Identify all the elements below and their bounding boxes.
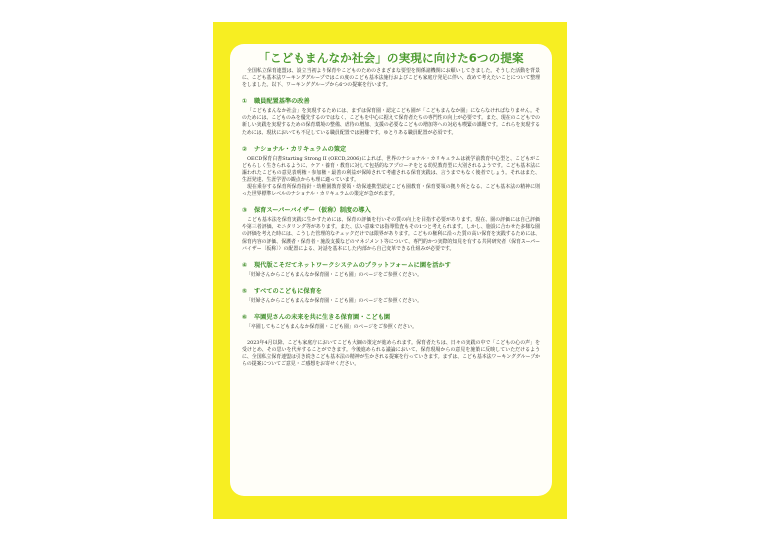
section-number: ⑤	[242, 287, 248, 295]
proposal-card	[230, 44, 552, 496]
section-3	[242, 205, 540, 252]
section-title: 職員配置基準の改善	[254, 98, 310, 106]
section-2	[242, 144, 540, 199]
section-title: 卒園児さんの未来を共に生きる保育園・こども園	[254, 313, 391, 321]
section-heading	[242, 144, 540, 153]
section-heading	[242, 312, 540, 321]
section-6	[242, 312, 540, 331]
section-4	[242, 260, 540, 279]
closing-paragraph: 2023年4月以降、こども家庭庁においてこども大綱の策定が進められます。保育者たちは、日々の実践の中で「こどもの心の声」を受けとめ、その思いを代弁することができます。今後進められる議論において、保育現場からの意見を施策に反映していただけるように、全国私立保育連盟は引き続きこども基本法の精神が生かされる提案を行っていきます。まずは、こども基本法ワーキンググループからの提案についてご意見・ご感想をお寄せください。	[242, 339, 540, 367]
section-1	[242, 96, 540, 136]
intro-paragraph: 全国私立保育連盟は、設立当初より保育やこどものためのさまざまな要望を関係諸機関にお願いしてきました。そうした活動を背景に、こども基本法ワーキンググループではこの度のこども基本法施行およびこども家庭庁発足に伴い、改めて考えたいことについて整理をしました。以下、ワーキンググループから6つの提案を行います。	[242, 68, 540, 89]
section-heading	[242, 96, 540, 105]
section-number: ①	[242, 98, 248, 106]
content-body	[242, 68, 540, 368]
section-number: ②	[242, 145, 248, 153]
section-number: ③	[242, 207, 248, 215]
section-title: 保育スーパーバイザー（仮称）制度の導入	[254, 207, 371, 215]
page-title: 「こどもまんなか社会」の実現に向けた6つの提案	[258, 51, 524, 65]
section-title: 現代版こそだてネットワークシステムのプラットフォームに園を活かす	[254, 261, 451, 269]
section-number: ⑥	[242, 313, 248, 321]
reference-note: 「妊婦さんからこどもまんなか保育園・こども園」のページをご参照ください。	[246, 297, 422, 304]
section-heading	[242, 286, 540, 295]
section-title: ナショナル・カリキュラムの策定	[254, 145, 347, 153]
section-paragraph: こども基本法を保育実践に生かすためには、保育の評価を行いその質の向上を目指す必要があります。現在、園の評価には自己評価や第三者評価、モニタリング等があります。また、広い意味では指導監査もその1つと考えられます。しかし、施設に合わせた多様な園の評価を考えた時には、こうした管理的なチェックだけでは限界があります。こどもの権利に沿った質の高い保育を実践するためには、保育内容の評価、保護者・保育者・施設支援などのマネジメント等について、専門的かつ実際的知見を有する共同研究者（保育スーパーバイザー〔仮称〕）の配置による、対話を基本にした内部から自己変革できる仕組みが必要です。	[242, 217, 540, 252]
reference-note: 「卒園してもこどもまんなか保育園・こども園」のページをご参照ください。	[246, 323, 418, 330]
reference-note: 「妊婦さんからこどもまんなか保育園・こども園」のページをご参照ください。	[246, 271, 422, 278]
section-heading	[242, 205, 540, 214]
section-paragraph: 現在乗存する保育所保育指針・幼稚園教育要領・幼保連携型認定こども園教育・保育要領の拠り所となる、こども基本法の精神に則った世界標準レベルのナショナル・カリキュラムの策定が急がれます。	[242, 184, 540, 198]
section-heading	[242, 260, 540, 269]
section-number: ④	[242, 261, 248, 269]
section-title: すべてのこどもに保育を	[254, 287, 322, 295]
section-paragraph: OECD保育白書Starting Strong II (OECD,2006)によれば、世界のナショナル・カリキュラムは就学前教育中心型と、こどもがこどもらしく生きられるように、ケア・養育・教育に対して包括的なアプローチをとる幼児教育型に大別されるようです。こども基本法に謳われたこどもの意見表明権・参加権・最善の利益が保障されて考慮される保育実践は、言うまでもなく後者でしょう。それはまた、生涯発達、生涯学習の観点からも理に適っています。	[242, 155, 540, 183]
section-5	[242, 286, 540, 305]
section-paragraph: 「こどもまんなか社会」を実現するためには、まずは保育園・認定こども園が「こどもまんなか園」にならなければなりません。そのためには、こどものみを優先するのではなく、こどもを中心に据えて保育者たちの専門性の向上が必要です。また、現在のこどもでの新しい実践を実現するための保育環境の整備、虐待の増加、支援の必要なこどもの増加等への対応も喫緊の課題です。これらを実現するためには、現状においても不足している職員配置では困難です。ゆとりある職員配置が必須です。	[242, 108, 540, 136]
